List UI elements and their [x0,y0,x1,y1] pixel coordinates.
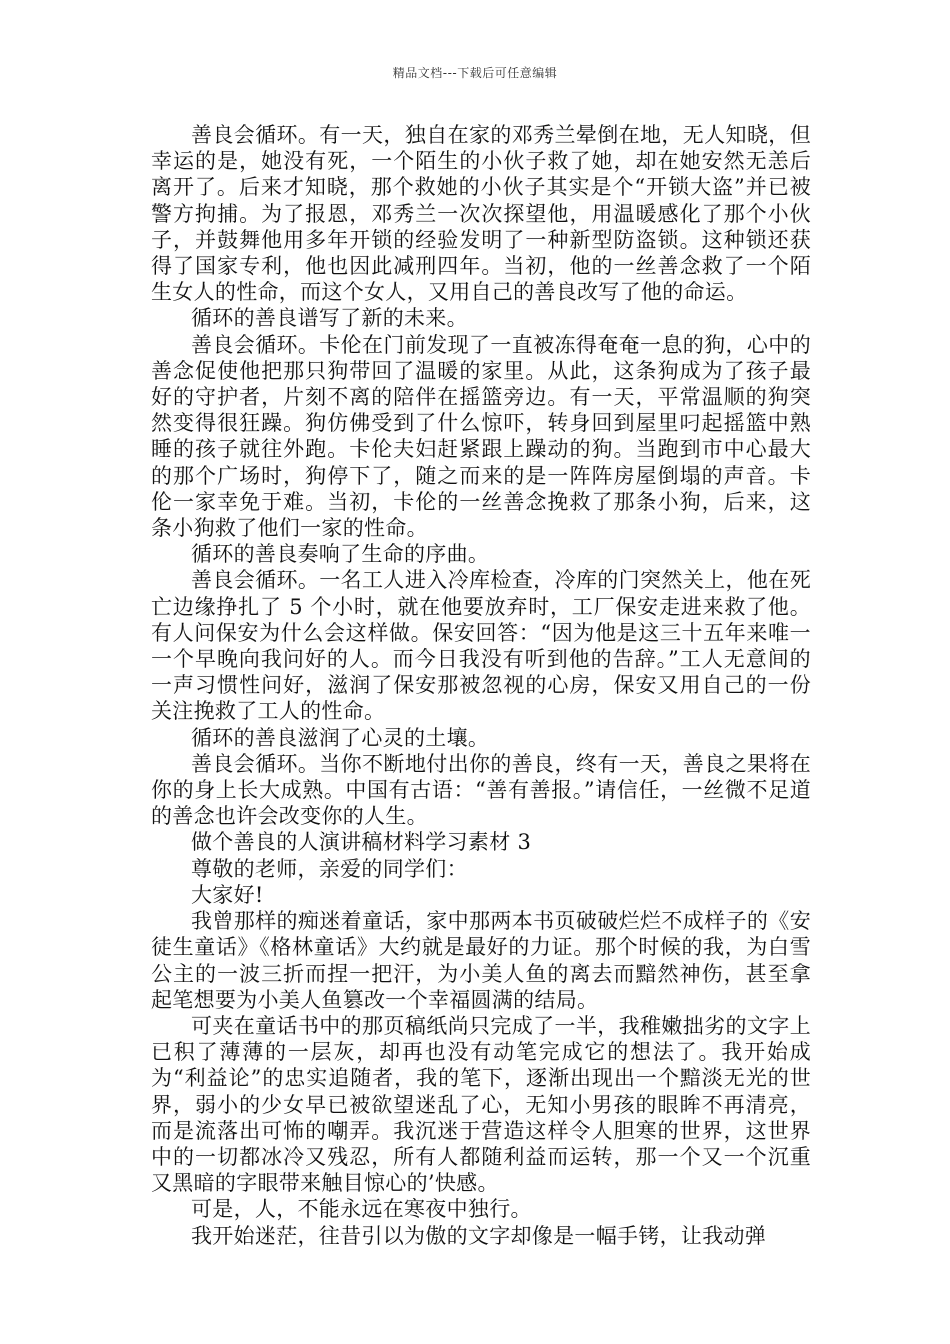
paragraph: 我曾那样的痴迷着童话，家中那两本书页破破烂烂不成样子的《安徒生童话》《格林童话》大约就是最好的力证。那个时候的我，为白雪公主的一波三折而捏一把汗，为小美人鱼的离去而黯然神伤，甚至拿起笔想要为小美人鱼篡改一个幸福圆满的结局。 [151,909,811,1012]
paragraph: 善良会循环。一名工人进入冷库检查，冷库的门突然关上，他在死亡边缘挣扎了 5 个小时，就在他要放弃时，工厂保安走进来救了他。有人问保安为什么会这样做。保安回答：“因为他是这三十五年来唯一一个早晚向我问好的人。而今日我没有听到他的告辞。”工人无意间的一声习惯性问好，滋润了保安那被忽视的心房，保安又用自己的一份关注挽救了工人的性命。 [151,568,811,724]
document-body [151,122,811,1249]
section-heading: 做个善良的人演讲稿材料学习素材 3 [191,830,532,855]
paragraph: 循环的善良滋润了心灵的土壤。 [191,725,490,750]
paragraph: 善良会循环。有一天，独自在家的邓秀兰晕倒在地，无人知晓，但幸运的是，她没有死，一个陌生的小伙子救了她，却在她安然无恙后离开了。后来才知晓，那个救她的小伙子其实是个“开锁大盗”并已被警方拘捕。为了报恩，邓秀兰一次次探望他，用温暖感化了那个小伙子，并鼓舞他用多年开锁的经验发明了一种新型防盗锁。这种锁还获得了国家专利，他也因此减刑四年。当初，他的一丝善念救了一个陌生女人的性命，而这个女人，又用自己的善良改写了他的命运。 [151,123,811,305]
paragraph: 善良会循环。当你不断地付出你的善良，终有一天，善良之果将在你的身上长大成熟。中国有古语：“善有善报。”请信任，一丝微不足道的善念也许会改变你的人生。 [151,751,811,829]
paragraph: 循环的善良谱写了新的未来。 [191,306,468,331]
paragraph: 可夹在童话书中的那页稿纸尚只完成了一半，我稚嫩拙劣的文字上已积了薄薄的一层灰，却再也没有动笔完成它的想法了。我开始成为“利益论”的忠实追随者，我的笔下，逐渐出现出一个黯淡无光的世界，弱小的少女早已被欲望迷乱了心，无知小男孩的眼眸不再清亮，而是流落出可怖的嘲弄。我沉迷于营造这样令人胆寒的世界，这世界中的一切都冰冷又残忍，所有人都随利益而运转，那一个又一个沉重又黑暗的字眼带来触目惊心的’快感。 [151,1013,811,1196]
salutation: 尊敬的老师，亲爱的同学们： [191,856,468,881]
paragraph: 可是，人，不能永远在寒夜中独行。 [191,1197,532,1222]
paragraph: 我开始迷茫，往昔引以为傲的文字却像是一幅手铐，让我动弹 [191,1223,767,1248]
paragraph: 循环的善良奏响了生命的序曲。 [191,542,490,567]
page-header: 精品文档---下载后可任意编辑 [392,66,558,80]
paragraph: 善良会循环。卡伦在门前发现了一直被冻得奄奄一息的狗，心中的善念促使他把那只狗带回了温暖的家里。从此，这条狗成为了孩子最好的守护者，片刻不离的陪伴在摇篮旁边。有一天，平常温顺的狗突然变得很狂躁。狗仿佛受到了什么惊吓，转身回到屋里叼起摇篮中熟睡的孩子就往外跑。卡伦夫妇赶紧跟上躁动的狗。当跑到市中心最大的那个广场时，狗停下了，随之而来的是一阵阵房屋倒塌的声音。卡伦一家幸免于难。当初，卡伦的一丝善念挽救了那条小狗，后来，这条小狗救了他们一家的性命。 [151,332,811,541]
greeting: 大家好! [191,882,264,907]
